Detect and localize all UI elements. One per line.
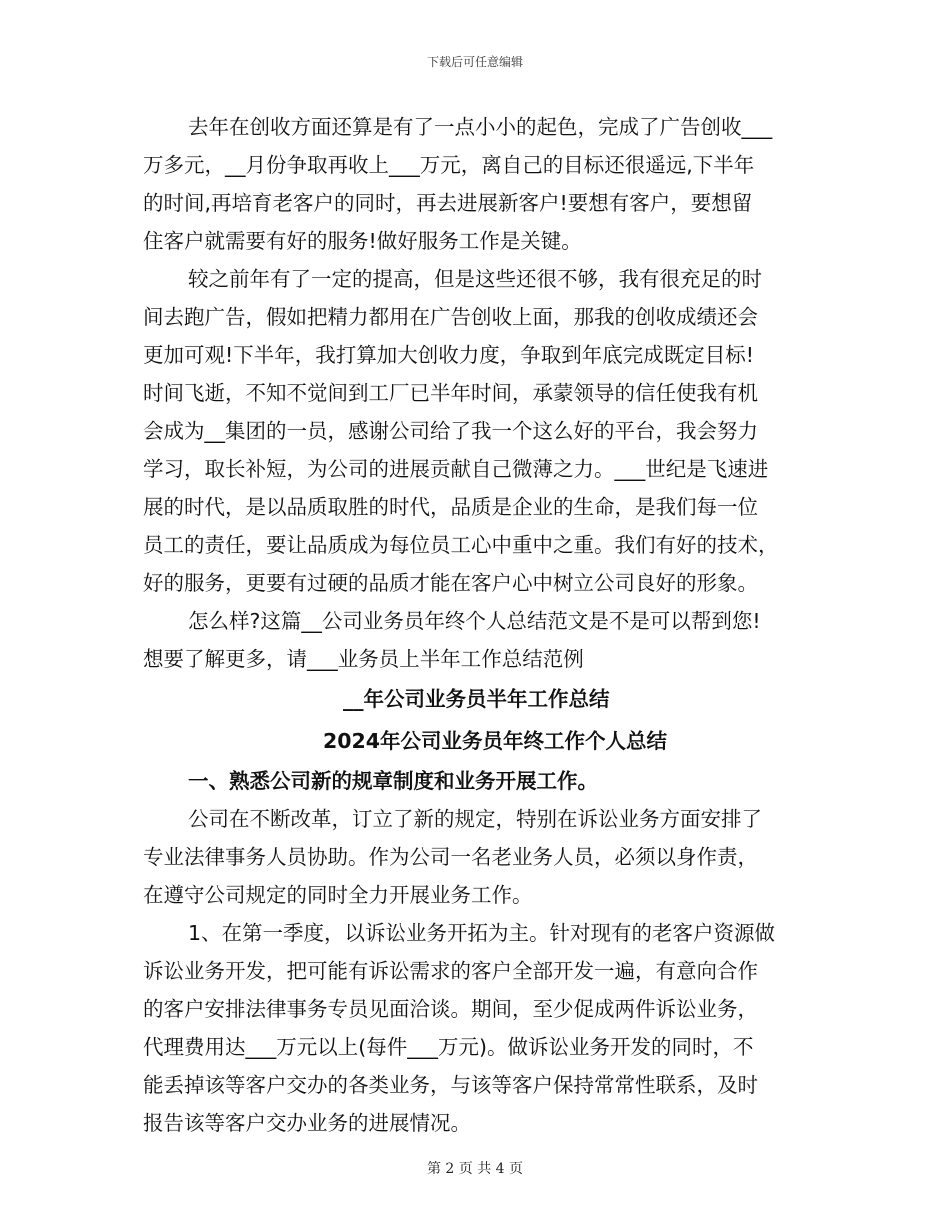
paragraph-line: 更加可观!下半年，我打算加大创收力度，争取到年底完成既定目标! [143, 343, 754, 367]
paragraph-line: 的客户安排法律事务专员见面洽谈。期间，至少促成两件诉讼业务， [143, 997, 758, 1021]
paragraph-line: 报告该等客户交办业务的进展情况。 [143, 1111, 471, 1135]
page-number: 第 2 页 共 4 页 [426, 1161, 524, 1177]
paragraph-line: 间去跑广告，假如把精力都用在广告创收上面，那我的创收成绩还会 [143, 305, 758, 329]
paragraph-line: 员工的责任，要让品质成为每位员工心中重中之重。我们有好的技术， [143, 533, 779, 557]
paragraph-line: 1、在第一季度，以诉讼业务开拓为主。针对现有的老客户资源做 [188, 921, 776, 945]
paragraph-line: 万多元，__月份争取再收上___万元，离自己的目标还很遥远,下半年 [143, 153, 755, 177]
paragraph-line: 会成为__集团的一员，感谢公司给了我一个这么好的平台，我会努力 [143, 419, 758, 443]
paragraph-line: 想要了解更多，请___业务员上半年工作总结范例 [143, 647, 584, 671]
paragraph-line: 专业法律事务人员协助。作为公司一名老业务人员，必须以身作责， [143, 845, 758, 869]
paragraph-line: 好的服务，更要有过硬的品质才能在客户心中树立公司良好的形象。 [143, 571, 758, 595]
section-title: __年公司业务员半年工作总结 [343, 687, 610, 711]
paragraph-line: 能丢掉该等客户交办的各类业务，与该等客户保持常常性联系，及时 [143, 1073, 758, 1097]
paragraph-line: 的时间,再培育老客户的同时，再去进展新客户!要想有客户，要想留 [143, 191, 753, 215]
section-title: 2024年公司业务员年终工作个人总结 [323, 729, 668, 753]
document-body [143, 108, 803, 1142]
paragraph-line: 时间飞逝，不知不觉间到工厂已半年时间，承蒙领导的信任使我有机 [143, 381, 758, 405]
paragraph-line: 公司在不断改革，订立了新的规定，特别在诉讼业务方面安排了 [188, 807, 762, 831]
section-heading: 一、熟悉公司新的规章制度和业务开展工作。 [188, 769, 598, 793]
paragraph-line: 去年在创收方面还算是有了一点小小的起色，完成了广告创收___ [188, 115, 773, 139]
paragraph-line: 代理费用达___万元以上(每件___万元)。做诉讼业务开发的同时，不 [143, 1035, 754, 1059]
header-note: 下载后可任意编辑 [426, 55, 523, 69]
paragraph-line: 较之前年有了一定的提高，但是这些还很不够，我有很充足的时 [188, 267, 762, 291]
paragraph-line: 诉讼业务开发，把可能有诉讼需求的客户全部开发一遍，有意向合作 [143, 959, 758, 983]
paragraph-line: 展的时代，是以品质取胜的时代，品质是企业的生命，是我们每一位 [143, 495, 758, 519]
paragraph-line: 在遵守公司规定的同时全力开展业务工作。 [143, 883, 533, 907]
paragraph-line: 住客户就需要有好的服务!做好服务工作是关键。 [143, 229, 582, 253]
paragraph-line: 怎么样?这篇__公司业务员年终个人总结范文是不是可以帮到您! [188, 609, 761, 633]
paragraph-line: 学习，取长补短，为公司的进展贡献自己微薄之力。___世纪是飞速进 [143, 457, 769, 481]
